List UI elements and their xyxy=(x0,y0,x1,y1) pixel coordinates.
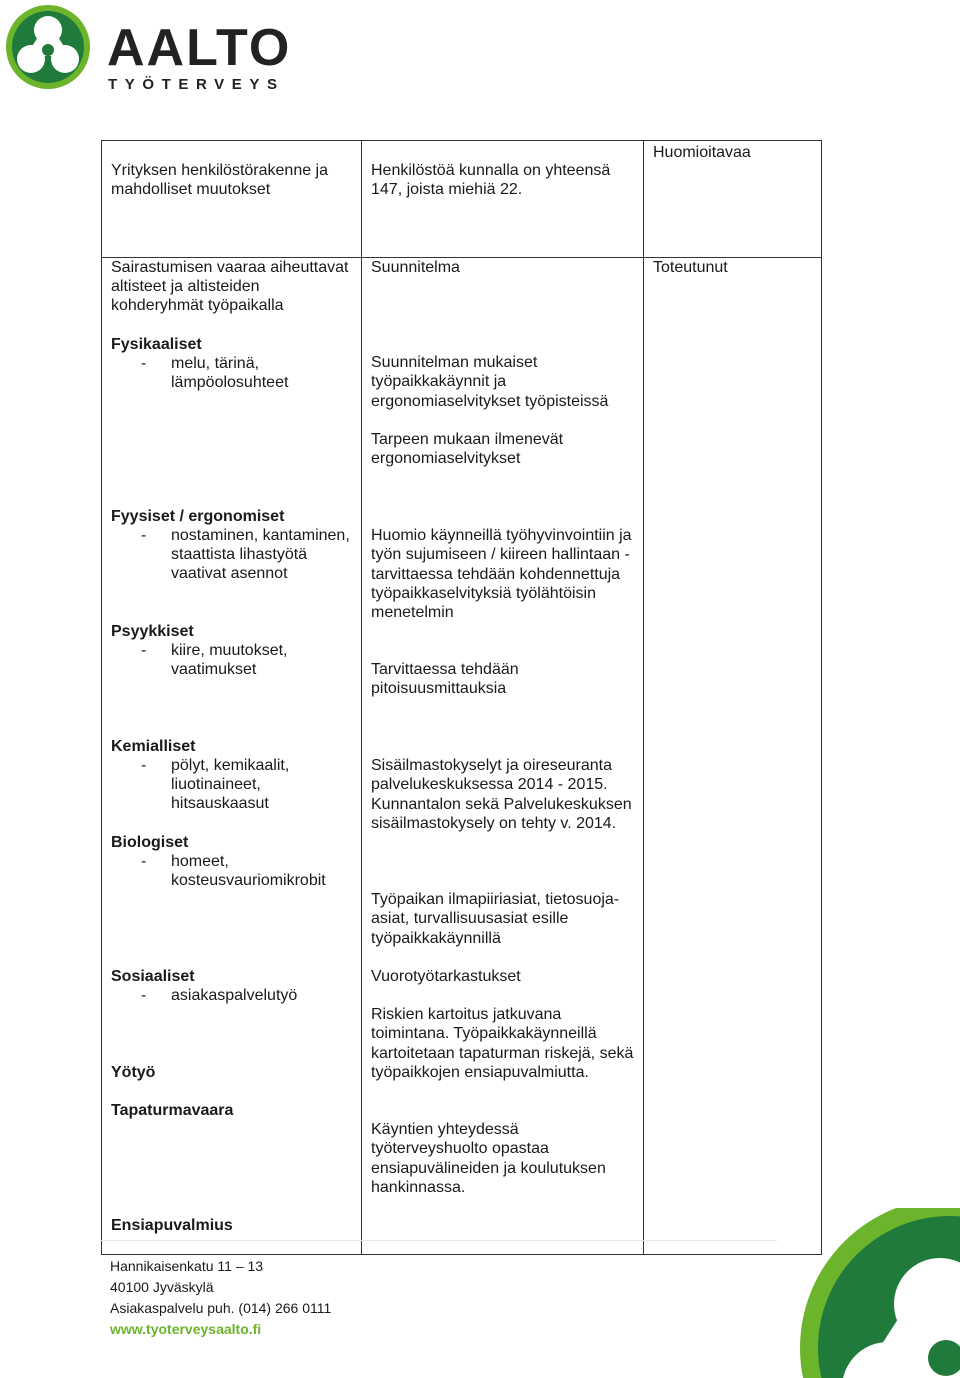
plan-biologiset: Sisäilmastokyselyt ja oireseuranta palvelukeskuksessa 2014 - 2015. Kunnantalon sekä Palvelukeskuksen sisäilmastokysely on tehty v. 2014. xyxy=(371,757,632,832)
footer-city: 40100 Jyväskylä xyxy=(110,1279,214,1295)
realized-header: Toteutunut xyxy=(653,259,728,276)
hazard-title: Tapaturmavaara xyxy=(111,1101,234,1119)
hazard-ensiapu xyxy=(111,1216,352,1235)
hazard-fyysiset xyxy=(111,507,352,622)
hazard-item: - pölyt, kemikaalit, liuotinaineet, hitsauskaasut xyxy=(141,756,290,813)
logo-wordmark: AALTO xyxy=(107,19,292,77)
realized-column xyxy=(644,258,822,1255)
footer-phone: Asiakaspalvelu puh. (014) 266 0111 xyxy=(110,1300,332,1316)
hazard-title: Fyysiset / ergonomiset xyxy=(111,507,285,525)
plans-header: Suunnitelma xyxy=(371,259,460,276)
hazard-psyykkiset xyxy=(111,622,352,737)
hazards-header: Sairastumisen vaaraa aiheuttavat altisteet ja altisteiden kohderyhmät työpaikalla xyxy=(111,259,349,315)
plan-kemialliset: Tarvittaessa tehdään pitoisuusmittauksia xyxy=(371,661,519,698)
hazard-item: - melu, tärinä, lämpöolosuhteet xyxy=(141,354,289,392)
logo-subtitle: TYÖTERVEYS xyxy=(108,76,285,93)
footer-website-link[interactable]: www.tyoterveysaalto.fi xyxy=(110,1321,262,1337)
hazard-kemialliset xyxy=(111,737,352,833)
company-logo xyxy=(4,4,292,94)
plan-fyysiset: Tarpeen mukaan ilmenevät ergonomiaselvitykset xyxy=(371,431,564,468)
hazard-item: - kiire, muutokset, vaatimukset xyxy=(141,641,288,679)
hazard-title: Ensiapuvalmius xyxy=(111,1216,233,1234)
plans-column xyxy=(362,258,644,1255)
aalto-logo-mark xyxy=(4,4,96,92)
plan-sosiaaliset: Työpaikan ilmapiiriasiat, tietosuoja-asiat, turvallisuusasiat esille työpaikkakäynnillä xyxy=(371,891,620,947)
hazard-sosiaaliset xyxy=(111,967,352,1063)
plan-ensiapu: Käyntien yhteydessä työterveyshuolto opastaa ensiapuvälineiden ja koulutuksen hankinnassa. xyxy=(371,1121,606,1196)
footer-address: Hannikaisenkatu 11 – 13 xyxy=(110,1258,264,1274)
plan-fysikaaliset: Suunnitelman mukaiset työpaikkakäynnit ja ergonomiaselvitykset työpisteissä xyxy=(371,354,609,410)
footer xyxy=(110,1256,331,1340)
staff-structure-label: Yrityksen henkilöstörakenne ja mahdolliset muutokset xyxy=(102,141,362,258)
hazard-title: Yötyö xyxy=(111,1063,156,1081)
hazard-title: Biologiset xyxy=(111,833,189,851)
hazard-biologiset xyxy=(111,833,352,967)
hazard-tapaturma xyxy=(111,1101,352,1216)
plan-yotyo: Vuorotyötarkastukset xyxy=(371,968,521,986)
decorative-logo-corner xyxy=(750,1208,960,1378)
hazard-title: Psyykkiset xyxy=(111,622,194,640)
plan-psyykkiset: Huomio käynneillä työhyvinvointiin ja työn sujumiseen / kiireen hallintaan - tarvittaessa tehdään kohdennettuja työpaikkaselvityksiä työlähtöisin menetelmin xyxy=(371,527,632,622)
hazard-title: Sosiaaliset xyxy=(111,967,195,985)
footer-divider xyxy=(101,1240,777,1241)
plan-tapaturma: Riskien kartoitus jatkuvana toimintana. Työpaikkakäynneillä kartoitetaan tapaturman riskejä, sekä työpaikkojen ensiapuvalmiutta. xyxy=(371,1006,634,1081)
hazards-column xyxy=(102,258,362,1255)
hazard-title: Kemialliset xyxy=(111,737,196,755)
table-row xyxy=(102,141,822,258)
hazard-item: - nostaminen, kantaminen, staattista lihastyötä vaativat asennot xyxy=(141,526,350,583)
hazard-item: - asiakaspalvelutyö xyxy=(141,986,298,1004)
health-plan-table xyxy=(101,140,822,1255)
table-row xyxy=(102,258,822,1255)
hazard-yotyo xyxy=(111,1063,352,1101)
hazard-item: - homeet, kosteusvauriomikrobit xyxy=(141,852,326,890)
staff-structure-value: Henkilöstöä kunnalla on yhteensä 147, joista miehiä 22. xyxy=(362,141,644,258)
hazard-title: Fysikaaliset xyxy=(111,335,202,353)
notes-header: Huomioitavaa xyxy=(644,141,822,258)
hazard-fysikaaliset xyxy=(111,335,352,507)
